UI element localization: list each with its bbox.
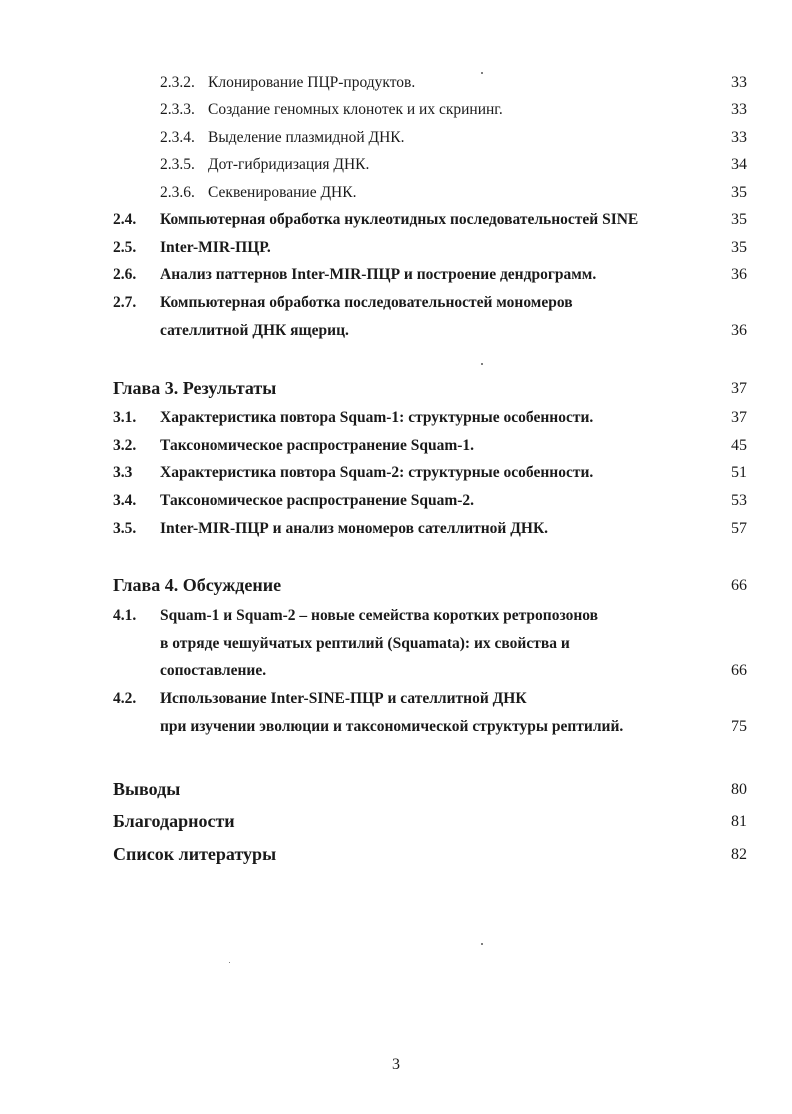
entry-number: 3.3 — [113, 464, 133, 481]
entry-page: 33 — [731, 129, 747, 146]
entry-number: 3.4. — [113, 492, 137, 509]
entry-number: 2.4. — [113, 211, 137, 228]
toc-acknowledgements: Благодарности — [113, 811, 235, 831]
entry-page: 33 — [731, 101, 747, 118]
entry-page: 33 — [731, 74, 747, 91]
scan-speck — [481, 363, 483, 365]
entry-page: 81 — [731, 813, 747, 830]
entry-title-line1: Компьютерная обработка последовательностей мономеров — [160, 294, 573, 311]
entry-number: 4.2. — [113, 690, 137, 707]
entry-title: Компьютерная обработка нуклеотидных последовательностей SINE — [160, 211, 639, 228]
chapter-4-title: Глава 4. Обсуждение — [113, 575, 282, 595]
entry-page: 75 — [731, 718, 747, 735]
chapter-3-title: Глава 3. Результаты — [113, 378, 277, 398]
scan-speck — [481, 72, 483, 74]
entry-number: 3.5. — [113, 520, 137, 537]
entry-title: Дот-гибридизация ДНК. — [208, 156, 370, 173]
entry-number: 2.6. — [113, 266, 137, 283]
entry-title: Создание геномных клонотек и их скрининг. — [208, 101, 503, 118]
entry-title-line2: сателлитной ДНК ящериц. — [160, 322, 349, 339]
entry-page: 37 — [731, 409, 747, 426]
entry-title: Клонирование ПЦР-продуктов. — [208, 74, 416, 91]
entry-title-line2: в отряде чешуйчатых рептилий (Squamata): их свойства и — [160, 635, 570, 652]
entry-number: 2.3.5. — [160, 156, 195, 173]
page-number: 3 — [392, 1056, 400, 1073]
entry-number: 2.5. — [113, 239, 137, 256]
chapter-3-page: 37 — [731, 380, 747, 397]
scan-speck — [229, 962, 230, 963]
entry-title: Характеристика повтора Squam-1: структурные особенности. — [160, 409, 594, 426]
entry-title-line1: Использование Inter-SINE-ПЦР и сателлитной ДНК — [160, 690, 527, 707]
entry-title: Выделение плазмидной ДНК. — [208, 129, 405, 146]
entry-page: 51 — [731, 464, 747, 481]
entry-title: Таксономическое распространение Squam-2. — [160, 492, 475, 509]
entry-page: 35 — [731, 211, 747, 228]
entry-page: 35 — [731, 184, 747, 201]
entry-title-line2: при изучении эволюции и таксономической структуры рептилий. — [160, 718, 624, 735]
entry-page: 66 — [731, 662, 747, 679]
entry-number: 3.1. — [113, 409, 137, 426]
scan-speck — [481, 943, 483, 945]
entry-title: Inter-MIR-ПЦР и анализ мономеров сателлитной ДНК. — [160, 520, 549, 537]
entry-title-line3: сопоставление. — [160, 662, 267, 679]
entry-number: 2.3.2. — [160, 74, 195, 91]
entry-title: Секвенирование ДНК. — [208, 184, 357, 201]
entry-page: 45 — [731, 437, 747, 454]
entry-number: 2.3.4. — [160, 129, 195, 146]
entry-page: 57 — [731, 520, 747, 537]
entry-title-line1: Squam-1 и Squam-2 – новые семейства коротких ретропозонов — [160, 607, 599, 624]
toc-references: Список литературы — [113, 844, 277, 864]
entry-page: 82 — [731, 846, 747, 863]
toc-conclusions: Выводы — [113, 779, 181, 799]
entry-page: 36 — [731, 266, 747, 283]
entry-title: Inter-MIR-ПЦР. — [160, 239, 271, 256]
entry-number: 3.2. — [113, 437, 137, 454]
entry-title: Таксономическое распространение Squam-1. — [160, 437, 475, 454]
entry-number: 4.1. — [113, 607, 137, 624]
entry-number: 2.3.6. — [160, 184, 195, 201]
entry-page: 36 — [731, 322, 747, 339]
chapter-4-page: 66 — [731, 577, 747, 594]
entry-title: Анализ паттернов Inter-MIR-ПЦР и построение дендрограмм. — [160, 266, 597, 283]
entry-number: 2.7. — [113, 294, 137, 311]
entry-page: 53 — [731, 492, 747, 509]
entry-number: 2.3.3. — [160, 101, 195, 118]
entry-title: Характеристика повтора Squam-2: структурные особенности. — [160, 464, 594, 481]
entry-page: 80 — [731, 781, 747, 798]
entry-page: 35 — [731, 239, 747, 256]
entry-page: 34 — [731, 156, 747, 173]
